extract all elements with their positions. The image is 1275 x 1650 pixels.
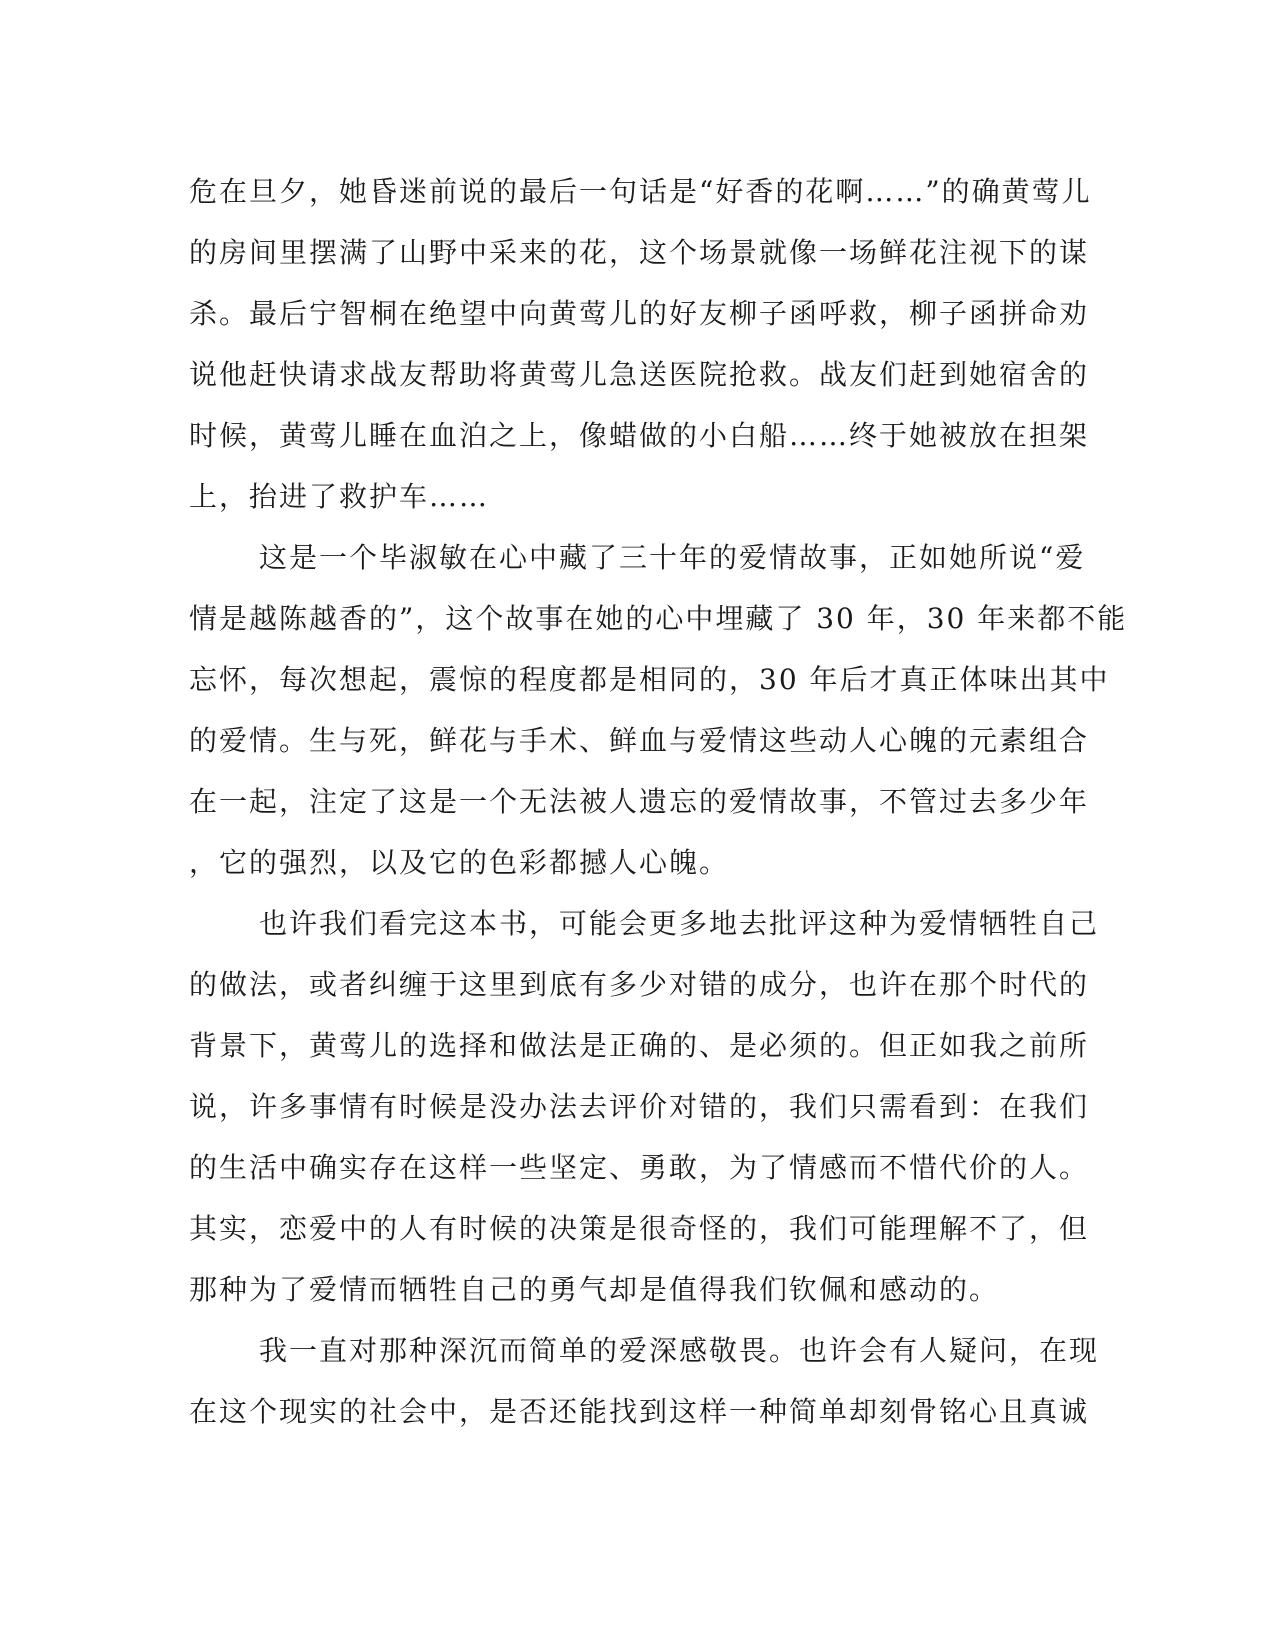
- text-line: 也许我们看完这本书，可能会更多地去批评这种为爱情牺牲自己: [259, 907, 1100, 940]
- text-line: 在这个现实的社会中，是否还能找到这样一种简单却刻骨铭心且真诚: [189, 1395, 1090, 1428]
- text-line: 其实，恋爱中的人有时候的决策是很奇怪的，我们可能理解不了，但: [189, 1212, 1090, 1245]
- text-line: 我一直对那种深沉而简单的爱深感敬畏。也许会有人疑问，在现: [259, 1334, 1100, 1367]
- text-line: 的生活中确实存在这样一些坚定、勇敢，为了情感而不惜代价的人。: [189, 1151, 1090, 1184]
- text-line: 时候，黄莺儿睡在血泊之上，像蜡做的小白船……终于她被放在担架: [189, 419, 1090, 452]
- text-line: 那种为了爱情而牺牲自己的勇气却是值得我们钦佩和感动的。: [189, 1273, 1000, 1306]
- text-line: 情是越陈越香的”，这个故事在她的心中埋藏了 30 年，30 年来都不能: [189, 602, 1128, 635]
- text-line: 说他赶快请求战友帮助将黄莺儿急送医院抢救。战友们赶到她宿舍的: [189, 358, 1090, 391]
- text-line: ，它的强烈，以及它的色彩都撼人心魄。: [189, 846, 730, 879]
- text-line: 说，许多事情有时候是没办法去评价对错的，我们只需看到：在我们: [189, 1090, 1090, 1123]
- text-line: 背景下，黄莺儿的选择和做法是正确的、是必须的。但正如我之前所: [189, 1029, 1090, 1062]
- text-line: 的做法，或者纠缠于这里到底有多少对错的成分，也许在那个时代的: [189, 968, 1090, 1001]
- text-line: 危在旦夕，她昏迷前说的最后一句话是“好香的花啊……”的确黄莺儿: [189, 175, 1092, 208]
- text-line: 这是一个毕淑敏在心中藏了三十年的爱情故事，正如她所说“爱: [259, 541, 1086, 574]
- text-line: 在一起，注定了这是一个无法被人遗忘的爱情故事，不管过去多少年: [189, 785, 1090, 818]
- text-line: 的爱情。生与死，鲜花与手术、鲜血与爱情这些动人心魄的元素组合: [189, 724, 1090, 757]
- text-line: 上，抬进了救护车……: [189, 480, 490, 513]
- body-text: [189, 161, 1128, 1442]
- text-line: 杀。最后宁智桐在绝望中向黄莺儿的好友柳子函呼救，柳子函拼命劝: [189, 297, 1090, 330]
- text-line: 忘怀，每次想起，震惊的程度都是相同的，30 年后才真正体味出其中: [189, 663, 1110, 696]
- text-line: 的房间里摆满了山野中采来的花，这个场景就像一场鲜花注视下的谋: [189, 236, 1090, 269]
